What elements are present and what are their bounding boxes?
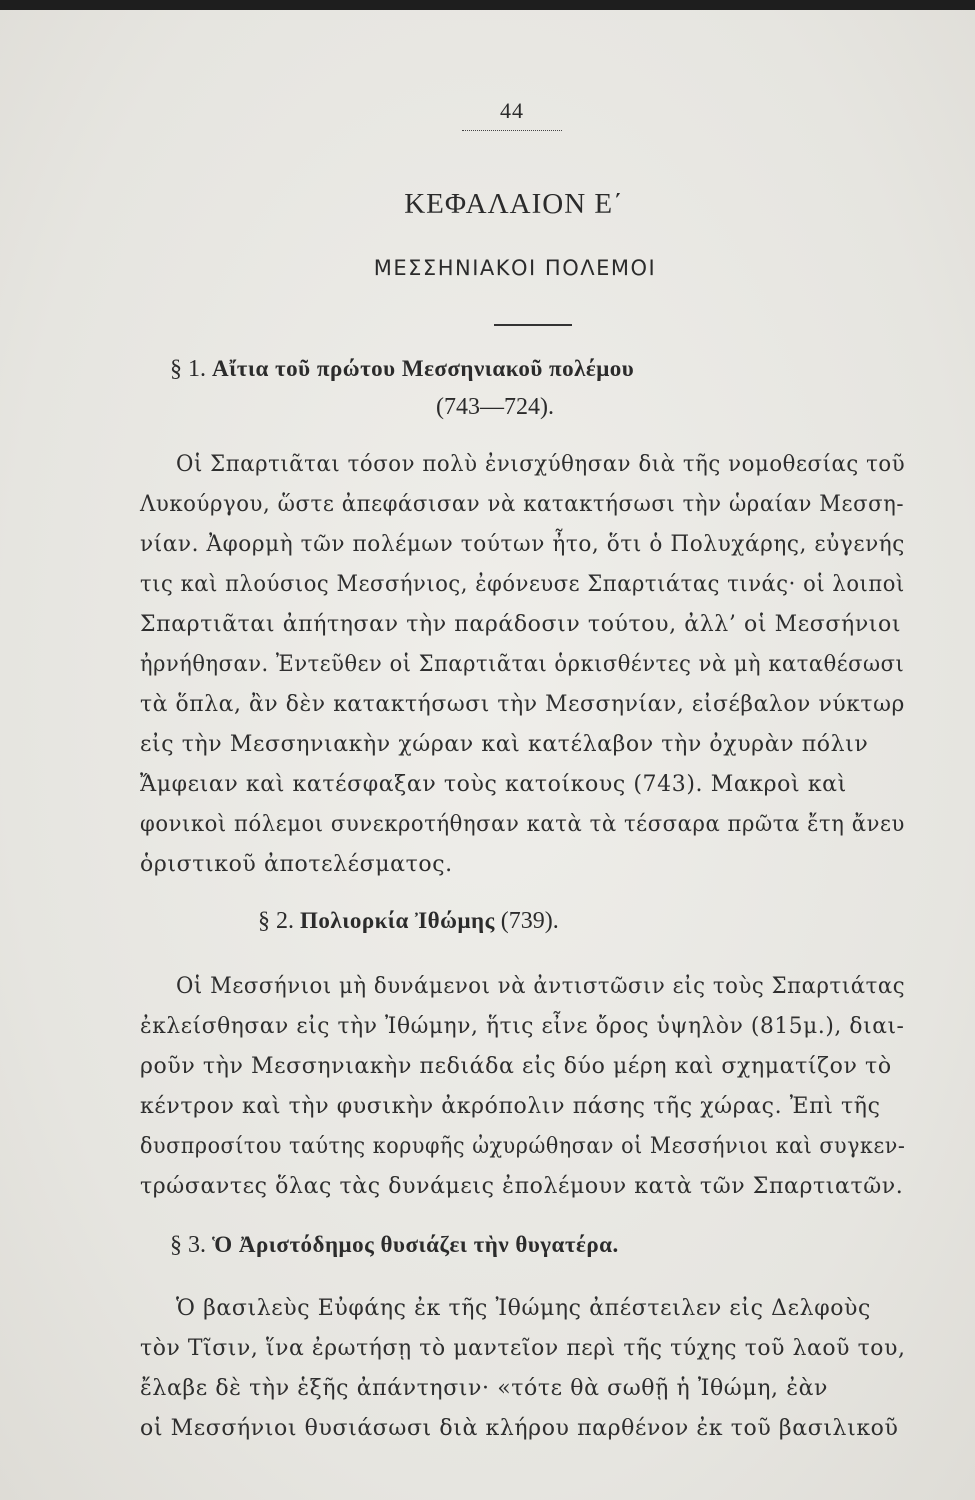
section-title: Πολιορκία Ἰθώμης (300, 908, 495, 933)
text-line: εἰς τὴν Μεσσηνιακὴν χώραν καὶ κατέλαβον τὴν ὀχυρὰν πόλιν (140, 732, 869, 757)
book-page (0, 10, 975, 1500)
text-line: Οἱ Μεσσήνιοι μὴ δυνάμενοι νὰ ἀντιστῶσιν εἰς τοὺς Σπαρτιάτας (176, 974, 906, 999)
text-line: ροῦν τὴν Μεσσηνιακὴν πεδιάδα εἰς δύο μέρη καὶ σχηματίζον τὸ (140, 1054, 892, 1079)
chapter-title: ΚΕΦΑΛΑΙΟΝ Ε΄ (404, 188, 624, 220)
section-title: Ὁ Ἀριστόδημος θυσιάζει τὴν θυγατέρα. (212, 1232, 619, 1257)
section-date: (743—724). (436, 394, 554, 420)
text-line: ἔλαβε δὲ τὴν ἑξῆς ἀπάντησιν· «τότε θὰ σωθῇ ἡ Ἰθώμη, ἐὰν (140, 1376, 829, 1401)
section-title: Αἴτια τοῦ πρώτου Μεσσηνιακοῦ πολέμου (212, 356, 635, 381)
text-line: νίαν. Ἀφορμὴ τῶν πολέμων τούτων ἦτο, ὅτι ὁ Πολυχάρης, εὐγενής (140, 532, 905, 557)
section-mark: § 3. (170, 1232, 206, 1258)
section-heading-2 (258, 908, 559, 935)
chapter-subtitle: ΜΕΣΣΗΝΙΑΚΟΙ ΠΟΛΕΜΟΙ (373, 256, 657, 280)
text-line: τρώσαντες ὅλας τὰς δυνάμεις ἐπολέμουν κατὰ τῶν Σπαρτιατῶν. (140, 1174, 904, 1199)
scan-top-border (0, 0, 975, 10)
text-line: τὰ ὅπλα, ἂν δὲν κατακτήσωσι τὴν Μεσσηνίαν, εἰσέβαλον νύκτωρ (140, 692, 905, 717)
section-mark: § 1. (170, 356, 206, 382)
text-line: ἐκλείσθησαν εἰς τὴν Ἰθώμην, ἥτις εἶνε ὄρος ὑψηλὸν (815μ.), διαι- (140, 1014, 905, 1039)
section-heading-1 (170, 356, 634, 383)
text-line: Οἱ Σπαρτιᾶται τόσον πολὺ ἐνισχύθησαν διὰ τῆς νομοθεσίας τοῦ (176, 452, 906, 477)
text-line: δυσπροσίτου ταύτης κορυφῆς ὠχυρώθησαν οἱ Μεσσήνιοι καὶ συγκεν- (140, 1134, 906, 1159)
section-date: (739). (500, 908, 559, 934)
section-date-1 (436, 394, 554, 421)
page-number: 44 (500, 98, 524, 123)
text-line: κέντρον καὶ τὴν φυσικὴν ἀκρόπολιν πάσης τῆς χώρας. Ἐπὶ τῆς (140, 1094, 881, 1119)
text-line: Ὁ βασιλεὺς Εὐφάης ἐκ τῆς Ἰθώμης ἀπέστειλεν εἰς Δελφοὺς (176, 1296, 871, 1321)
text-line: Σπαρτιᾶται ἀπήτησαν τὴν παράδοσιν τούτου, ἀλλ’ οἱ Μεσσήνιοι (140, 612, 902, 637)
dotted-rule (462, 130, 562, 131)
text-line: τις καὶ πλούσιος Μεσσήνιος, ἐφόνευσε Σπαρτιάτας τινάς· οἱ λοιποὶ (140, 572, 905, 597)
section-mark: § 2. (258, 908, 294, 934)
text-line: τὸν Τῖσιν, ἵνα ἐρωτήσῃ τὸ μαντεῖον περὶ τῆς τύχης τοῦ λαοῦ του, (140, 1336, 906, 1361)
text-line: Λυκούργου, ὥστε ἀπεφάσισαν νὰ κατακτήσωσι τὴν ὡραίαν Μεσση- (140, 492, 905, 517)
text-line: οἱ Μεσσήνιοι θυσιάσωσι διὰ κλήρου παρθένον ἐκ τοῦ βασιλικοῦ (140, 1416, 899, 1441)
text-line: ὁριστικοῦ ἀποτελέσματος. (140, 852, 453, 877)
section-heading-3 (170, 1232, 619, 1259)
text-line: Ἄμφειαν καὶ κατέσφαξαν τοὺς κατοίκους (743). Μακροὶ καὶ (140, 772, 847, 797)
section-divider (494, 324, 572, 326)
text-line: φονικοὶ πόλεμοι συνεκροτήθησαν κατὰ τὰ τέσσαρα πρῶτα ἔτη ἄνευ (140, 812, 905, 837)
text-line: ἠρνήθησαν. Ἐντεῦθεν οἱ Σπαρτιᾶται ὁρκισθέντες νὰ μὴ καταθέσωσι (140, 652, 905, 677)
